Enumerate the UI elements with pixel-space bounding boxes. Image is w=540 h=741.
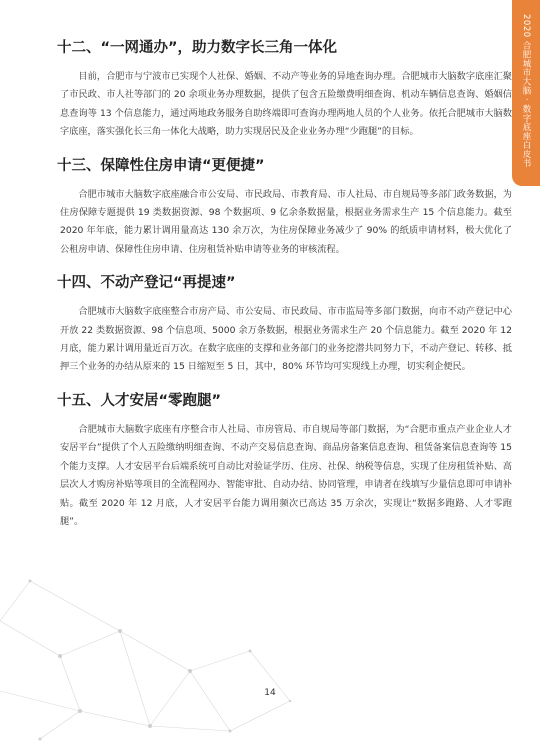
network-decoration [0,561,300,741]
section-13-body: 合肥市城市大脑数字底座融合市公安局、市民政局、市教育局、市人社局、市自规局等多部门政务数据，为住房保障专题提供 19 类数据资源、98 个数据项、9 亿余条数据量，根据业务需求生产 15 个信息能力。截至 2020 年年底，能力累计调用量高达 130 余万次，为住房保障业务减少了 90% 的纸质申请材料，极大优化了公租房申请、保障性住房申请、住房租赁补贴申请等业务的审核流程。 [60,188,512,255]
section-12-body: 目前，合肥市与宁波市已实现个人社保、婚姻、不动产等业务的异地查询办理。合肥城市大脑数字底座汇聚了市民政、市人社等部门的 20 余项业务办理数据，提供了包含五险缴费明细查询、机动车辆信息查询、婚姻信息查询等 13 个信息能力，通过两地政务服务自助终端即可查询办理两地人员的个人业务。依托合肥城市大脑数字底座，落实强化长三角一体化大战略，助力实现居民及企业业务办理“少跑腿”的目标。 [60,71,512,138]
section-14-title: 十四、不动产登记“再提速” [57,275,236,292]
section-12 [57,38,512,142]
page-number: 14 [264,688,276,698]
section-13 [57,156,512,260]
section-12-title: 十二、“一网通办”，助力数字长三角一体化 [57,40,338,56]
section-15 [57,391,512,531]
section-14-body: 合肥城市大脑数字底座整合市房产局、市公安局、市民政局、市市监局等多部门数据，向市不动产登记中心开放 22 类数据资源、98 个信息项、5000 余万条数据，根据业务需求生产 20 个信息能力。截至 2020 年 12 月底，能力累计调用量近百万次。在数字底座的支撑和业务部门的业务挖潜共同努力下，不动产登记、转移、抵押三个业务的办结从原来的 15 日缩短至 5 日，其中，80% 环节均可实现线上办理，切实利企便民。 [60,306,512,373]
section-13-title: 十三、保障性住房申请“更便捷” [57,157,265,174]
section-15-title: 十五、人才安居“零跑腿” [57,392,222,409]
section-14 [57,273,512,377]
section-15-body: 合肥城市大脑数字底座有序整合市人社局、市房管局、市自规局等部门数据，为“合肥市重点产业企业人才安居平台”提供了个人五险缴纳明细查询、不动产交易信息查询、商品房备案信息查询、租赁备案信息查询等 15 个能力支撑。人才安居平台后端系统可自动比对验证学历、住房、社保、纳税等信息，实现了住房租赁补贴、高层次人才购房补贴等项目的全流程网办、智能审批、自动办结、协同管理，申请者在线填写少量信息即可申请补贴。截至 2020 年 12 月底，人才安居平台能力调用频次已高达 35 万余次，实现让“数据多跑路、人才零跑腿”。 [60,423,512,527]
side-tab [512,0,540,186]
side-tab-label: 2020 合肥城市大脑 · 数字底座白皮书 [521,14,531,168]
page-content [57,38,512,545]
